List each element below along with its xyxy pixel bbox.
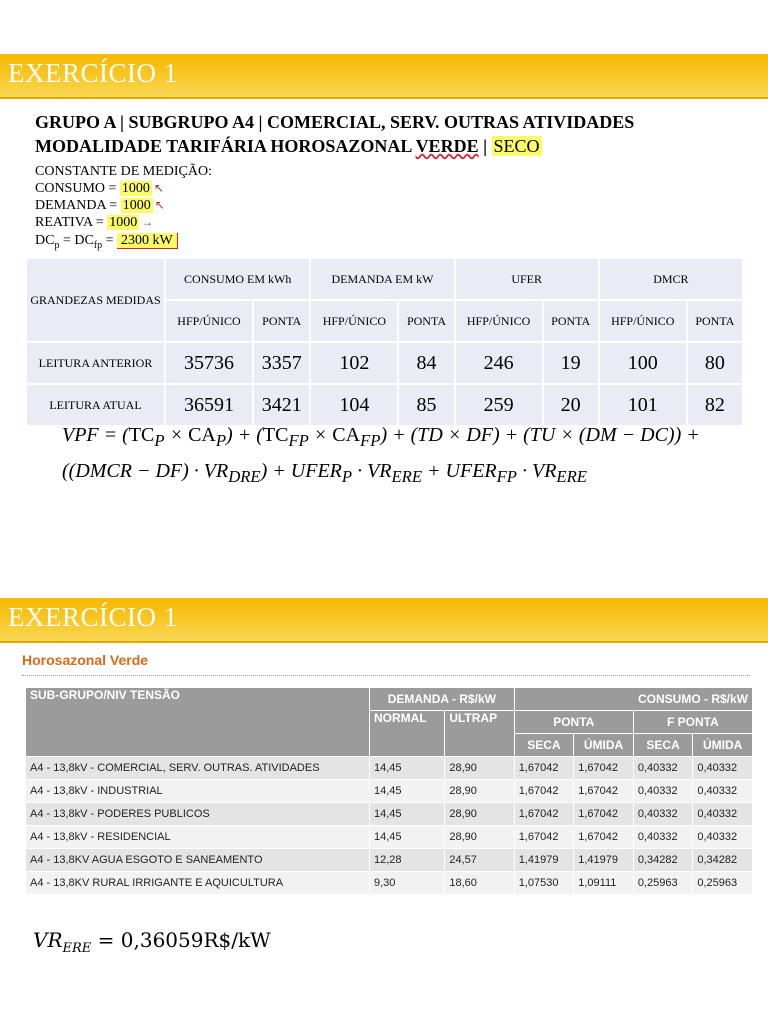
cell: 1,67042 — [514, 803, 574, 826]
cell: 1,67042 — [574, 803, 634, 826]
cell: 84 — [398, 342, 454, 384]
row-label: LEITURA ANTERIOR — [26, 342, 165, 384]
sub-header: PONTA — [543, 300, 599, 342]
cell: 0,40332 — [633, 780, 693, 803]
cell: 1,41979 — [514, 849, 574, 872]
demanda-header: DEMANDA - R$/kW — [370, 688, 515, 711]
seco-word: SECO — [493, 136, 540, 156]
group-header: DMCR — [599, 258, 743, 300]
cell: 3357 — [253, 342, 310, 384]
cell: 12,28 — [370, 849, 445, 872]
cell: 14,45 — [370, 826, 445, 849]
cell: 0,40332 — [693, 803, 753, 826]
dotted-divider — [22, 675, 750, 676]
cell: 82 — [687, 384, 743, 426]
cell: 0,40332 — [693, 757, 753, 780]
sub-header: HFP/ÚNICO — [310, 300, 398, 342]
umida-header: ÚMIDA — [574, 734, 634, 757]
tariff-table — [25, 687, 753, 895]
measurements-table — [25, 257, 744, 427]
sub-header: HFP/ÚNICO — [599, 300, 687, 342]
cell: A4 - 13,8kV - INDUSTRIAL — [26, 780, 370, 803]
umida-header: ÚMIDA — [693, 734, 753, 757]
consumo-header: CONSUMO - R$/kW — [514, 688, 752, 711]
cell: 1,67042 — [514, 757, 574, 780]
group-header: DEMANDA EM kW — [310, 258, 454, 300]
cell: 35736 — [165, 342, 253, 384]
cell: 28,90 — [445, 780, 514, 803]
cell: 102 — [310, 342, 398, 384]
cell: 3421 — [253, 384, 310, 426]
cell: 0,40332 — [633, 757, 693, 780]
cell: 0,25963 — [633, 872, 693, 895]
sub-header: HFP/ÚNICO — [455, 300, 543, 342]
cell: 1,67042 — [574, 780, 634, 803]
cell: 85 — [398, 384, 454, 426]
cell: A4 - 13,8kV - COMERCIAL, SERV. OUTRAS. ATIVIDADES — [26, 757, 370, 780]
slide1-title: EXERCÍCIO 1 — [8, 58, 178, 88]
tariff-subtitle: Horosazonal Verde — [22, 652, 149, 668]
table-row — [26, 780, 753, 803]
vr-ere-formula: $VR_{ERE}$ = 0,36059R$/kW — [33, 928, 271, 956]
group-header: UFER — [455, 258, 599, 300]
subgroup-header: SUB-GRUPO/NIV TENSÃO — [26, 688, 370, 757]
table-row — [26, 384, 743, 426]
cell: 36591 — [165, 384, 253, 426]
table-row — [26, 803, 753, 826]
cell: A4 - 13,8KV RURAL IRRIGANTE E AQUICULTURA — [26, 872, 370, 895]
ultrap-header: ULTRAP — [445, 711, 514, 757]
cell: 14,45 — [370, 803, 445, 826]
red-arrow-icon: → — [141, 215, 154, 229]
dc-constant: $DC_p = DC_{fp} = 2300$ kW — [35, 232, 178, 254]
table-row — [26, 757, 753, 780]
grandezas-header: GRANDEZAS MEDIDAS — [26, 258, 165, 342]
cell: 1,07530 — [514, 872, 574, 895]
table-row — [26, 872, 753, 895]
slide1-title-banner — [0, 54, 768, 99]
sub-header: HFP/ÚNICO — [165, 300, 253, 342]
heading-line1: GRUPO A | SUBGRUPO A4 | COMERCIAL, SERV. OUTRAS ATIVIDADES — [35, 112, 635, 132]
normal-header: NORMAL — [370, 711, 445, 757]
cell: 9,30 — [370, 872, 445, 895]
vpf-formula-line1: VPF = $(TC_P \times CA_P) + (TC_{FP} \times CA_{FP}) + (TD \times DF) + (TU \times (DM - DC))$ + — [62, 424, 700, 450]
cell: 0,34282 — [633, 849, 693, 872]
cell: 1,41979 — [574, 849, 634, 872]
cell: 1,67042 — [574, 757, 634, 780]
heading-line2: MODALIDADE TARIFÁRIA HOROSAZONAL VERDE | SECO — [35, 136, 540, 156]
reativa-constant: REATIVA = 1000 → — [35, 215, 154, 230]
demanda-constant: DEMANDA = 1000 ↖ — [35, 198, 165, 213]
cell: 259 — [455, 384, 543, 426]
cell: 80 — [687, 342, 743, 384]
cell: 104 — [310, 384, 398, 426]
cell: 0,40332 — [693, 780, 753, 803]
consumo-constant: CONSUMO = 1000 ↖ — [35, 181, 164, 196]
cell: 1,67042 — [514, 826, 574, 849]
cell: 14,45 — [370, 757, 445, 780]
seca-header: SECA — [514, 734, 574, 757]
cell: 28,90 — [445, 757, 514, 780]
slide2-title-banner — [0, 598, 768, 643]
cell: 101 — [599, 384, 687, 426]
ponta-header: PONTA — [514, 711, 633, 734]
group-header: CONSUMO EM kWh — [165, 258, 310, 300]
cell: A4 - 13,8kV - PODERES PUBLICOS — [26, 803, 370, 826]
constants-title: CONSTANTE DE MEDIÇÃO: — [35, 164, 212, 179]
cell: 19 — [543, 342, 599, 384]
cell: A4 - 13,8KV AGUA ESGOTO E SANEAMENTO — [26, 849, 370, 872]
sub-header: PONTA — [253, 300, 310, 342]
red-arrow-icon: ↖ — [153, 181, 164, 195]
red-arrow-icon: ↖ — [154, 198, 165, 212]
cell: 1,67042 — [574, 826, 634, 849]
sub-header: PONTA — [687, 300, 743, 342]
cell: 14,45 — [370, 780, 445, 803]
dc-value: 2300 kW — [117, 233, 178, 249]
row-label: LEITURA ATUAL — [26, 384, 165, 426]
cell: 18,60 — [445, 872, 514, 895]
cell: 100 — [599, 342, 687, 384]
slide2-title: EXERCÍCIO 1 — [8, 602, 178, 632]
verde-word: VERDE — [415, 136, 479, 156]
vpf-formula-line2: ((DMCR − $DF) \cdot VR_{DRE}$) + $UFER_P \cdot VR_{ERE}$ + $UFER_{FP} \cdot VR_{ERE}$ — [62, 460, 587, 486]
cell: 0,34282 — [693, 849, 753, 872]
table-row — [26, 826, 753, 849]
cell: A4 - 13,8kV - RESIDENCIAL — [26, 826, 370, 849]
cell: 28,90 — [445, 826, 514, 849]
cell: 0,40332 — [633, 826, 693, 849]
sub-header: PONTA — [398, 300, 454, 342]
cell: 0,40332 — [693, 826, 753, 849]
cell: 1,67042 — [514, 780, 574, 803]
cell: 0,25963 — [693, 872, 753, 895]
table-row — [26, 849, 753, 872]
seca-header: SECA — [633, 734, 693, 757]
cell: 1,09111 — [574, 872, 634, 895]
cell: 28,90 — [445, 803, 514, 826]
cell: 24,57 — [445, 849, 514, 872]
cell: 0,40332 — [633, 803, 693, 826]
cell: 20 — [543, 384, 599, 426]
fponta-header: F PONTA — [633, 711, 752, 734]
cell: 246 — [455, 342, 543, 384]
table-row — [26, 342, 743, 384]
